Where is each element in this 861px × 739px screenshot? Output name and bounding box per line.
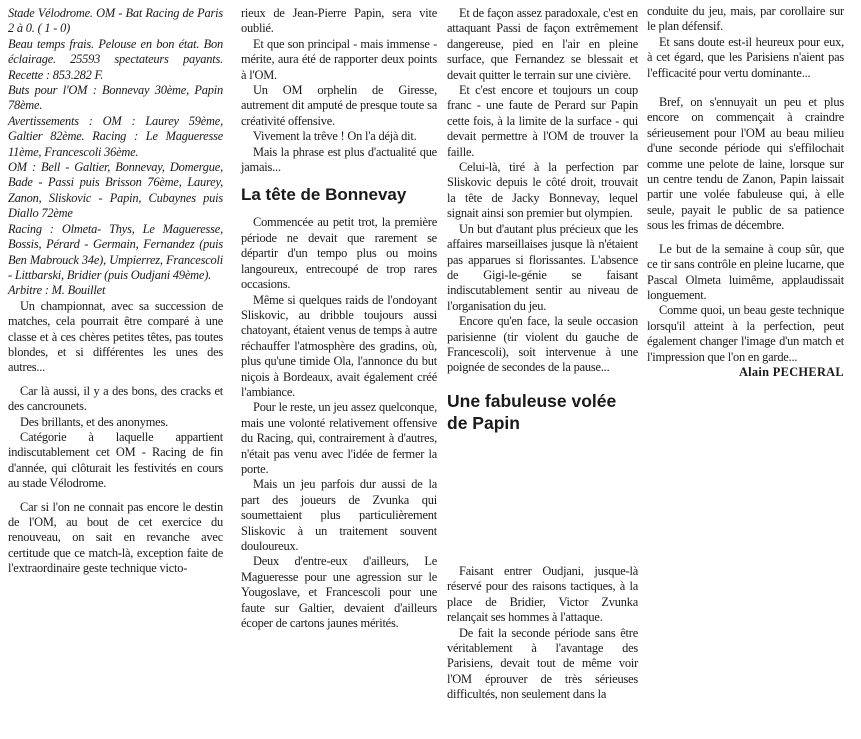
paragraph: Et sans doute est-il heureux pour eux, à cet égard, que les Parisiens n'aient pas l'efficacité pour vertu dominante... <box>647 34 844 80</box>
paragraph: Bref, on s'ennuyait un peu et plus encore on commençait à craindre sérieusement pour l'OM au beau milieu d'une seconde période qui s'effilochait comme une pelote de laine, lorsque sur un centre tendu de Zanon, Papin laissait partir une volée fabuleuse qui, à elle seule, payait le public de sa patience sous les frimas de décembre. <box>647 95 844 233</box>
paragraph: Buts pour l'OM : Bonnevay 30ème, Papin 78ème. <box>8 83 223 113</box>
author-signature: Alain PECHERAL <box>738 364 844 379</box>
column-2b-paragraphs <box>241 215 437 631</box>
paragraph: Encore qu'en face, la seule occasion parisienne (tir violent du gauche de Francescoli), soit intervenue à une poignée de secondes de la pause... <box>447 314 638 375</box>
paragraph: Pour le reste, un jeu assez quelconque, mais une volonté relativement offensive du Racing, qui, contrairement à d'autres, n'était pas venu avec l'idée de fermer la porte. <box>241 400 437 476</box>
paragraph: Deux d'entre-eux d'ailleurs, Le Magueresse pour une agression sur le Yougoslave, et Francescoli pour une faute sur Galtier, devaient d'ailleurs écoper de cartons jaunes mérités. <box>241 554 437 631</box>
article-column-3 <box>447 6 638 444</box>
column-4-paragraphs <box>647 4 844 365</box>
article-column-3-continued <box>447 564 638 703</box>
paragraph: Et c'est encore et toujours un coup franc - une faute de Perard sur Papin cette fois, à la limite de la surface - qui devait permettre à l'OM de trouver la faille. <box>447 83 638 159</box>
paragraph: Un OM orphelin de Giresse, autrement dit amputé de presque toute sa créativité offensive. <box>241 83 437 128</box>
paragraph: Stade Vélodrome. OM - Bat Racing de Paris 2 à 0. ( 1 - 0) <box>8 6 223 36</box>
paragraph: Un but d'autant plus précieux que les affaires marseillaises jusque là n'étaient pas apparues si florissantes. L'absence de Gigi-le-génie se faisant indiscutablement sentir au niveau de l'organisation du jeu. <box>447 221 638 313</box>
article-column-4 <box>647 4 844 380</box>
article-column-2 <box>241 6 437 631</box>
paragraph: Avertissements : OM : Laurey 59ème, Galtier 82ème. Racing : Le Magueresse 11ème, Francescoli 36ème. <box>8 113 223 159</box>
paragraph: Des brillants, et des anonymes. <box>20 414 168 429</box>
paragraph: Faisant entrer Oudjani, jusque-là réservé pour des raisons tactiques, à la place de Bridier, Victor Zvunka relançait ses hommes à l'attaque. <box>447 564 638 625</box>
paragraph: Beau temps frais. Pelouse en bon état. Bon éclairage. 25593 spectateurs payants. Recette : 853.282 F. <box>8 36 223 82</box>
paragraph: De fait la seconde période sans être véritablement à l'avantage des Parisiens, devait tout de même voir l'OM éprouver de très sérieuses difficultés, non seulement dans la <box>447 625 638 702</box>
subheading-fabuleuse-volee: Une fabuleuse volée de Papin <box>447 390 617 433</box>
paragraph: Le but de la semaine à coup sûr, que ce tir sans contrôle en pleine lucarne, que Pascal Olmeta luimême, applaudissait longuement. <box>647 241 844 302</box>
paragraph: Commencée au petit trot, la première période ne devait que rarement se départir d'un tempo plus ou moins langoureux, entrecoupé de trop rares occasions. <box>241 215 437 292</box>
paragraph: Arbitre : M. Bouillet <box>8 283 106 298</box>
paragraph: Celui-là, tiré à la perfection par Sliskovic depuis le côté droit, trouvait la tête de Jacky Bonnevay, lequel signait ainsi son premier but olympien. <box>447 160 638 221</box>
paragraph: Racing : Olmeta- Thys, Le Magueresse, Bossis, Pérard - Germain, Fernandez (puis Ben Mabrouck 34e), Umpierrez, Francescoli - Littbarski, Bridier (puis Oudjani 49ème). <box>8 221 223 282</box>
paragraph: Un championnat, avec sa succession de matches, cela pourrait être comparé à une classe et à ces chères petites têtes, pas toutes blondes, et si différentes les unes des autres... <box>8 298 223 375</box>
subheading-tete-de-bonnevay: La tête de Bonnevay <box>241 185 407 205</box>
paragraph: OM : Bell - Galtier, Bonnevay, Domergue, Bade - Passi puis Brisson 76ème, Laurey, Zanon, Sliskovic - Papin, Cubaynes puis Diallo 72ème <box>8 160 223 221</box>
paragraph: Et de façon assez paradoxale, c'est en attaquant Passi de façon extrêmement dangereuse, pied en l'air en pleine surface, que Fernandez se blessait et devait quitter le terrain sur une civière. <box>447 6 638 82</box>
paragraph: Mais un jeu parfois dur aussi de la part des joueurs de Zvunka qui soumettaient plus particulièrement Sliskovic à un traitement souvent douloureux. <box>241 477 437 553</box>
article-column-1 <box>8 6 223 577</box>
paragraph: Car si l'on ne connait pas encore le destin de l'OM, au bout de cet exercice du renouveau, on sait en revanche avec certitude que ce match-là, exception faite de l'extraordinaire geste technique victo- <box>8 499 223 576</box>
paragraph: Vivement la trêve ! On l'a déjà dit. <box>253 129 417 144</box>
paragraph: Car là aussi, il y a des bons, des cracks et des cancrounets. <box>8 383 223 414</box>
paragraph: Mais la phrase est plus d'actualité que jamais... <box>241 144 437 175</box>
column-2-paragraphs <box>241 6 437 175</box>
paragraph: Même si quelques raids de l'ondoyant Sliskovic, au dribble toujours aussi chatoyant, étaient venus de temps à autre réchauffer l'atmosphère des gradins, où, plus qu'une timide Ola, l'annonce du but niçois à Bordeaux, avait également créé l'ambiance. <box>241 292 437 399</box>
paragraph: rieux de Jean-Pierre Papin, sera vite oublié. <box>241 6 437 36</box>
paragraph: conduite du jeu, mais, par corollaire sur le plan défensif. <box>647 4 844 34</box>
column-3-paragraphs <box>447 6 638 376</box>
paragraph: Et que son principal - mais immense - mérite, aura été de rapporter deux points à l'OM. <box>241 36 437 82</box>
paragraph: Catégorie à laquelle appartient indiscutablement cet OM - Racing de fin d'année, qui clôturait les festivités en cours au stade Vélodrome. <box>8 429 223 491</box>
paragraph: Comme quoi, un beau geste technique lorsqu'il atteint à la perfection, peut également changer l'image d'un match et l'impression que l'on en garde... <box>647 303 844 364</box>
